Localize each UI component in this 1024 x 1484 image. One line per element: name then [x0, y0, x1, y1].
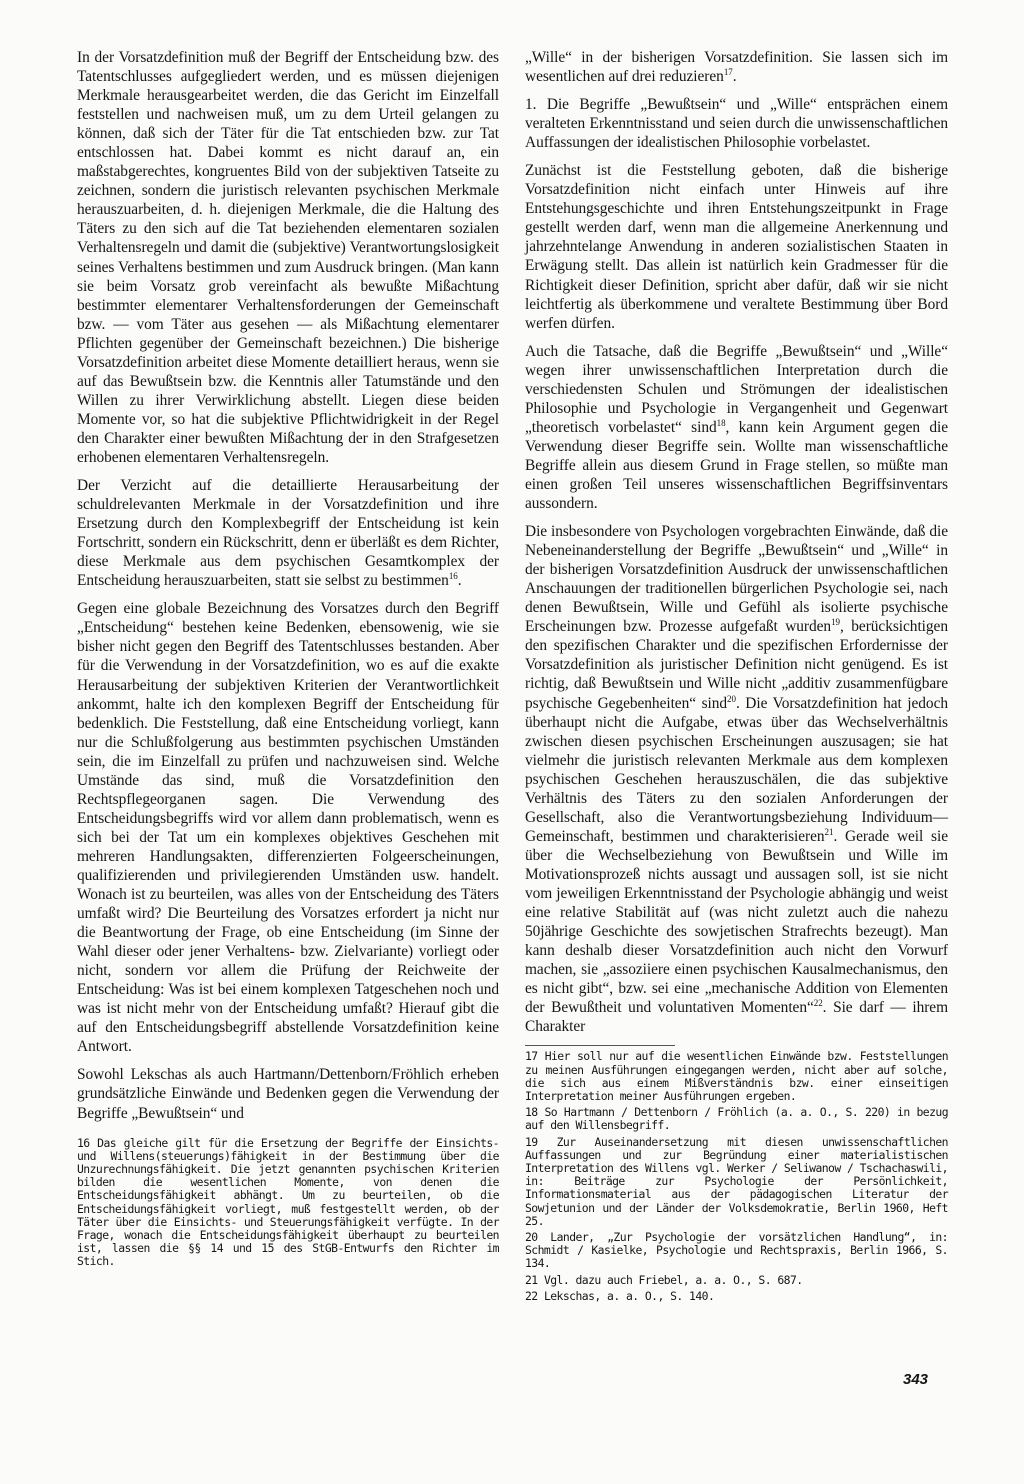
footnote-text: So Hartmann / Dettenborn / Fröhlich (a. a. O., S. 220) in bezug auf den Willensbegriff. — [525, 1105, 949, 1133]
footnote-text: Zur Auseinandersetzung mit diesen unwissenschaftlichen Auffassungen und zur Begründung einer materialistischen Interpretation des Willens vgl. Werker / Seliwanow / Tschachaswili, in: Beiträge zur Psychologie der Persönlichkeit, Informationsmaterial aus der pädagogischen Literatur der Sowjetunion und der Länder der Volksdemokratie, Berlin 1960, Heft 25. — [525, 1134, 948, 1228]
footnote-ref: 19 — [831, 617, 840, 628]
paragraph-text: . Die Vorsatzdefinition hat jedoch überhaupt nicht die Aufgabe, etwas über das Wechselverhältnis zwischen diesen psychischen Erscheinungen auszusagen; sie hat vielmehr die juristisch relevanten Merkmale aus dem komplexen psychischen Geschehen herauszuschälen, die das subjektive Verhältnis des Täters zu den sozialen Anforderungen der Gesellschaft, also die Verantwortungsbeziehung Individuum—Gemeinschaft, bestimmen und charakterisieren — [525, 694, 948, 845]
footnote-ref: 18 — [716, 417, 726, 428]
paragraph-text: „Wille“ in der bisherigen Vorsatzdefinition. Sie lassen sich im wesentlichen auf drei reduzieren — [525, 49, 948, 86]
footnote-ref: 20 — [727, 693, 736, 704]
paragraph-text: . Gerade weil sie über die Wechselbeziehung von Bewußtsein und Wille im Motivationsprozeß nichts aussagt und aussagen soll, ist sie nicht vom jeweiligen Erkenntnisstand der Psychologie abhängig und weist eine relative Stabilität auf (was nicht zuletzt auch die nahezu 50jährige Geschichte des sowjetischen Strafrechts bezeugt). Man kann deshalb dieser Vorsatzdefinition auch nicht den Vorwurf machen, sie „assoziiere einen psychischen Kausalmechanismus, den es nicht gibt“, bzw. sei eine „mechanische Addition von Elementen der Bewußtheit und voluntativen Momenten“ — [525, 827, 948, 1017]
footnote-ref: 22 — [813, 998, 823, 1009]
paragraph-text: , kann kein Argument gegen die Verwendung dieser Begriffe sein. Wollte man wissenschaftliche Begriffe allein aus diesem Grund in Frage stellen, so müßte man einen großen Teil unseres wissenschaftlichen Begriffsinventars aussondern. — [525, 418, 949, 513]
footnote-text: Hier soll nur auf die wesentlichen Einwände bzw. Feststellungen zu meinen Ausführungen eingegangen werden, nicht aber auf solche, die sich aus einem Mißverständnis bzw. einer einseitigen Interpretation meiner Ausführungen ergeben. — [525, 1049, 949, 1103]
body-paragraph — [525, 342, 948, 513]
body-paragraph: Gegen eine globale Bezeichnung des Vorsatzes durch den Begriff „Entscheidung“ bestehen keine Bedenken, ebensowenig, wie sie bisher nicht gegen den Begriff des Tatentschlusses bestanden. Aber für die Verwendung in der Vorsatzdefinition, wo es auf die exakte Herausarbeitung der subjektiven Kriterien der Verantwortlichkeit ankommt, halte ich den komplexen Begriff der Entscheidung für bedenklich. Die Feststellung, daß eine Entscheidung vorliegt, kann nur die Schlußfolgerung aus bestimmten psychischen Umständen sein, die im Einzelfall zu prüfen und nachzuweisen sind. Welche Umstände das sind, muß die Vorsatzdefinition den Rechtspflegeorganen sagen. Die Verwendung des Entscheidungsbegriffs wird vor allem dann problematisch, wenn es sich bei der Tat um ein komplexes objektives Geschehen mit mehreren Handlungsakten, differenzierten Folgeerscheinungen, qualifizierenden und privilegierenden Umständen usw. handelt. Wonach ist zu beurteilen, was alles von der Entscheidung des Täters umfaßt wird? Die Beurteilung des Vorsatzes erfordert ja nicht nur die Beantwortung der Frage, ob eine Entscheidung (im Sinne der Wahl dieser oder jener Verhaltens- bzw. Zielvariante) vorliegt oder nicht, sondern vor allem die Prüfung der Reichweite der Entscheidung: Was ist bei einem komplexen Tatgeschehen noch und was ist nicht mehr von der Entscheidung umfaßt? Hierauf gibt die auf den Entscheidungsbegriff abstellende Vorsatzdefinition keine Antwort. — [77, 600, 499, 1056]
paragraph-text: Der Verzicht auf die detaillierte Herausarbeitung der schuldrelevanten Merkmale in der Vorsatzdefinition und ihre Ersetzung durch den Komplexbegriff der Entscheidung ist kein Fortschritt, sondern ein Rückschritt, denn er überläßt es dem Richter, diese Merkmale aus dem psychischen Gesamtkomplex der Entscheidung herauszuarbeiten, statt sie selbst zu bestimmen — [77, 477, 499, 590]
footnote-separator — [525, 1045, 675, 1046]
footnote-text: Vgl. dazu auch Friebel, a. a. O., S. 687. — [543, 1272, 803, 1287]
footnote — [525, 1274, 948, 1287]
footnote — [77, 1137, 499, 1269]
footnote — [525, 1290, 948, 1303]
footnote-number: 17 — [525, 1049, 538, 1064]
footnote-number: 20 — [525, 1229, 538, 1244]
left-column — [77, 48, 499, 1272]
body-paragraph — [525, 522, 948, 1036]
footnote-number: 18 — [525, 1105, 538, 1120]
footnote-ref: 21 — [824, 826, 834, 837]
footnote-text: Lekschas, a. a. O., S. 140. — [543, 1288, 715, 1303]
body-paragraph — [525, 48, 948, 86]
paragraph-text: , berücksichtigen den spezifischen Charakter und die spezifischen Erfordernisse der Vorsatzdefinition als juristischer Definition nicht genügend. Es ist richtig, daß Bewußtsein und Wille nicht „additiv zusammenfügbare psychische Gegebenheiten“ sind — [525, 618, 948, 712]
numbered-point: 1. Die Begriffe „Bewußtsein“ und „Wille“ entsprächen einem veralteten Erkenntnisstand und seien durch die unwissenschaftlichen Auffassungen der idealistischen Philosophie vorbelastet. — [525, 96, 948, 152]
body-paragraph: Sowohl Lekschas als auch Hartmann/Dettenborn/Fröhlich erheben grundsätzliche Einwände und Bedenken gegen die Verwendung der Begriffe „Bewußtsein“ und — [77, 1066, 499, 1122]
paragraph-text: . — [457, 572, 462, 590]
footnote-ref: 16 — [448, 571, 458, 582]
body-paragraph: In der Vorsatzdefinition muß der Begriff der Entscheidung bzw. des Tatentschlusses aufgegliedert werden, und es müssen diejenigen Merkmale herausgearbeitet werden, die das Gericht im Einzelfall feststellen und nachweisen muß, um zu dem Urteil gelangen zu können, daß sich der Täter für die Tat entschieden bzw. zur Tat entschlossen hat. Dabei kommt es nicht darauf an, ein maßstabgerechtes, kongruentes Bild von der subjektiven Tatseite zu zeichnen, sondern die juristisch relevanten psychischen Merkmale herauszuarbeiten, d. h. diejenigen Merkmale, die die Haltung des Täters zu den sich auf die Tat beziehenden elementaren sozialen Verhaltensregeln und damit die (subjektive) Verantwortungslosigkeit seines Verhaltens bestimmen und zum Ausdruck bringen. (Man kann sie beim Vorsatz grob vereinfacht als bewußte Mißachtung bestimmter elementarer Verhaltensforderungen der Gemeinschaft bzw. — vom Täter aus gesehen — als Mißachtung elementarer Pflichten gegenüber der Gemeinschaft bezeichnen.) Die bisherige Vorsatzdefinition arbeitet diese Momente detailliert heraus, wenn sie auf das Bewußtsein bzw. die Kenntnis aller Tatumstände und den Willen zu ihrer Verwirklichung abstellt. Liegen diese beiden Momente vor, so hat die subjektive Pflichtwidrigkeit in der Regel den Charakter einer bewußten Mißachtung der in den Strafgesetzen erhobenen elementaren Verhaltensregeln. — [77, 49, 499, 466]
footnote — [525, 1050, 948, 1103]
footnote — [525, 1231, 948, 1271]
footnote-text: Das gleiche gilt für die Ersetzung der Begriffe der Einsichts- und Willens(steuerungs)fähigkeit in der Bestimmung über die Unzurechnungsfähigkeit. Die jetzt genannten psychischen Kriterien bilden die wesentlichen Momente, von denen die Entscheidungsfähigkeit abhängt. Um zu beurteilen, ob die Entscheidungsfähigkeit vorliegt, muß festgestellt werden, ob der Täter über die Einsichts- und Steuerungsfähigkeit verfügte. In der Frage, wonach die Entscheidungsfähigkeit überhaupt zu beurteilen ist, lassen die §§ 14 und 15 des StGB-Entwurfs den Richter im Stich. — [77, 1135, 499, 1269]
paragraph-text: . — [732, 68, 737, 86]
page-number: 343 — [903, 1371, 929, 1388]
paragraph-text: . Sie darf — ihrem Charakter — [525, 999, 948, 1036]
paragraph-text: Die insbesondere von Psychologen vorgebrachten Einwände, daß die Nebeneinanderstellung der Begriffe „Bewußtsein“ und „Wille“ in der bisherigen Vorsatzdefinition Ausdruck der unwissenschaftlichen Anschauungen der traditionellen bürgerlichen Psychologie sei, nach denen Bewußtsein, Wille und Gefühl als isolierte psychische Erscheinungen bzw. Prozesse aufgefaßt wurden — [525, 523, 948, 636]
paragraph-text: Auch die Tatsache, daß die Begriffe „Bewußtsein“ und „Wille“ wegen ihrer unwissenschaftlichen Interpretation durch die verschiedensten Schulen und Strömungen der idealistischen Philosophie und Psychologie in Vergangenheit und Gegenwart „theoretisch vorbelastet“ sind — [525, 342, 948, 436]
footnote-number: 16 — [77, 1135, 90, 1150]
footnote-number: 21 — [525, 1272, 538, 1287]
body-paragraph — [77, 476, 499, 590]
right-column — [525, 48, 948, 1306]
footnote-ref: 17 — [723, 66, 733, 77]
body-paragraph: Zunächst ist die Feststellung geboten, daß die bisherige Vorsatzdefinition nicht einfach unter Hinweis auf ihre Entstehungsgeschichte und ihren Entstehungszeitpunkt in Frage gestellt werden darf, wenn man die allgemeine Anerkennung und jahrzehntelange Anwendung in anderen sozialistischen Staaten in Erwägung stellt. Das allein ist natürlich kein Gradmesser für die Richtigkeit dieser Definition, spricht aber dafür, daß wir sie nicht leichtfertig als überkommene und veraltete Bestimmung über Bord werfen dürfen. — [525, 162, 948, 332]
footnote-text: Lander, „Zur Psychologie der vorsätzlichen Handlung“, in: Schmidt / Kasielke, Psychologie und Rechtspraxis, Berlin 1966, S. 134. — [525, 1229, 948, 1271]
footnote — [525, 1136, 948, 1228]
footnote-number: 22 — [525, 1288, 538, 1303]
footnote — [525, 1106, 948, 1132]
footnote-number: 19 — [525, 1134, 538, 1149]
